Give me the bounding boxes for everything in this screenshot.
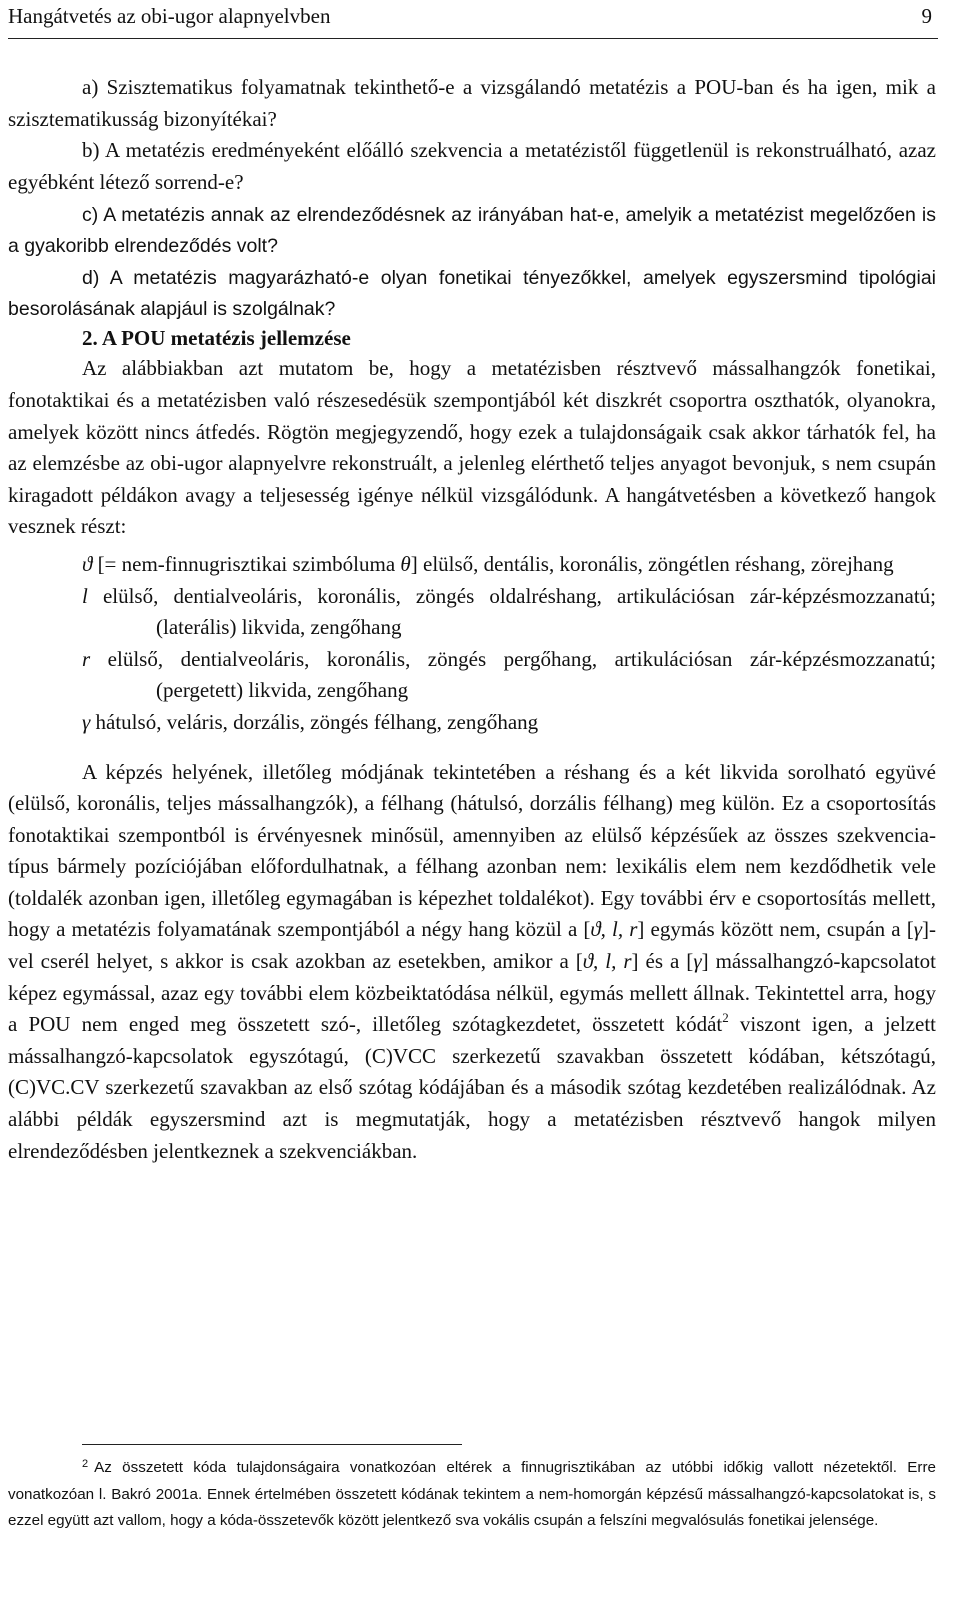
text-run: ] és a [ [631,949,694,974]
footnote-body: Az összetett kóda tulajdonságaira vonatkozóan eltérek a finnugrisztikában az utóbbi időkig vallott nézetektől. Erre vonatkozóan l. Bakró 2001a. Ennek értelmében összetett kódának tekintem a nem-homorgán képzésű mássalhangzó-kapcsolatokat is, s ezzel együtt azt vallom, hogy a kóda-összetevők között jelentkező sva vokális csupán a felszíni megvalósulás fonetikai jelensége. [8,1459,936,1529]
question-d: d) A metatézis magyarázható-e olyan fonetikai tényezőkkel, amelyek egyszersmind tipológiai besorolásának alapjául is szolgálnak? [8,267,936,320]
definition-text-rest: ] elülső, dentális, koronális, zöngétlen réshang, zörejhang [410,551,894,576]
classification-paragraph [8,757,936,1168]
footnote-separator [82,1444,462,1445]
footnote-text [8,1455,936,1534]
question-a: a) Szisztematikus folyamatnak tekinthető-e a vizsgálandó metatézis a POU-ban és ha igen, mik a szisztematikusság bizonyítékai? [8,75,936,131]
symbol-gamma: γ [82,709,91,734]
symbol-theta: ϑ [82,551,93,576]
definition-text: elülső, dentialveoláris, koronális, zöngés oldalréshang, artikulációsan zár-képzésmozzanatú; (laterális) likvida, zengőhang [87,583,936,640]
consonant-set: ϑ, l, r [590,917,638,942]
definition-r [8,644,936,707]
consonant-definitions [8,549,936,739]
text-run: viszont igen, a jelzett mássalhangzó-kapcsolatok egyszótagú, (C)VCC szerkezetű szavakban összetett kódában, kétszótagú, (C)VC.CV szerkezetű szavakban az első szótag kódájában és a második szótag kezdetében realizálódnak. Az alábbi példák egyszersmind azt is megmutatják, hogy a metatézisben résztvevő hangok milyen elrendeződésben jelentkeznek a szekvenciákban. [8,1012,936,1163]
page-number: 9 [921,4,932,28]
symbol-gamma: γ [693,949,702,974]
definition-theta [8,549,936,581]
text-run: ]-vel cserél helyet, s akkor is csak azokban az esetekben, amikor a [ [8,917,936,974]
footnote-mark: 2 [82,1458,89,1470]
definition-text: elülső, dentialveoláris, koronális, zöngés pergőhang, artikulációsan zár-képzésmozzanatú; (pergetett) likvida, zengőhang [90,646,936,703]
section-intro-paragraph: Az alábbiakban azt mutatom be, hogy a metatézisben résztvevő mássalhangzók fonetikai, fonotaktikai és a metatézisben való részesedésük szempontjából két diszkrét csoportra oszthatók, olyanokra, amelyek között nincs átfedés. Rögtön megjegyzendő, hogy ezek a tulajdonságaik csak akkor tárhatók fel, ha az elemzésbe az obi-ugor alapnyelvre rekonstruált, a jelenleg elérthető teljes anyagot bevonjuk, s nem csupán kiragadott példákon avagy a teljesesség igénye nélkül vizsgálódunk. A hangátvetésben a következő hangok vesznek részt: [8,356,936,539]
section-heading: 2. A POU metatézis jellemzése [82,326,351,351]
main-text [8,72,936,1167]
consonant-set: ϑ, l, r [582,949,632,974]
definition-gamma [8,707,936,739]
question-c: c) A metatézis annak az elrendeződésnek az irányában hat-e, amelyik a metatézist megelőzően is a gyakoribb elrendeződés volt? [8,204,936,257]
symbol-theta-inner: θ [400,551,411,576]
question-b: b) A metatézis eredményeként előálló szekvencia a metatézistől függetlenül is rekonstruálható, azaz egyébként létező sorrend-e? [8,138,936,194]
running-header [8,2,938,39]
definition-text: hátulsó, veláris, dorzális, zöngés félhang, zengőhang [90,709,539,734]
text-run: A képzés helyének, illetőleg módjának tekintetében a réshang és a két likvida sorolható együvé (elülső, koronális, teljes mássalhangzók), a félhang (hátulsó, dorzális félhang) meg külön. Ez a csoportosítás fonotaktikai szempontból is érvényesnek minősül, amennyiben az elülső képzésűek az összes szekvencia-típus bármely pozíciójában előfordulhatnak, a félhang azonban nem: lexikális elem nem kezdődhetik vele (toldalék azonban igen, illetőleg egymagában is képezhet toldalékot). Egy további érv e csoportosítás mellett, hogy a metatézis folyamatának szempontjából a négy hang közül a [ [8,759,936,942]
header-title: Hangátvetés az obi-ugor alapnyelvben [8,4,331,28]
symbol-r: r [82,646,91,671]
text-run: ] mássalhangzó-kapcsolatot képez egymással, azaz egy további elem közbeiktatódása nélkül, egymás mellett állnak. Tekintettel arra, hogy a POU nem enged meg összetett szó-, illetőleg szótagkezdetet, összetett kódát [8,949,937,1037]
symbol-gamma: γ [913,917,922,942]
definition-l [8,581,936,644]
symbol-l: l [82,583,88,608]
text-run: ] egymás között nem, csupán a [ [637,917,914,942]
footnote-reference[interactable]: 2 [722,1010,729,1026]
footnote [8,1455,936,1534]
definition-text: [= nem-finnugrisztikai szimbóluma [92,551,401,576]
